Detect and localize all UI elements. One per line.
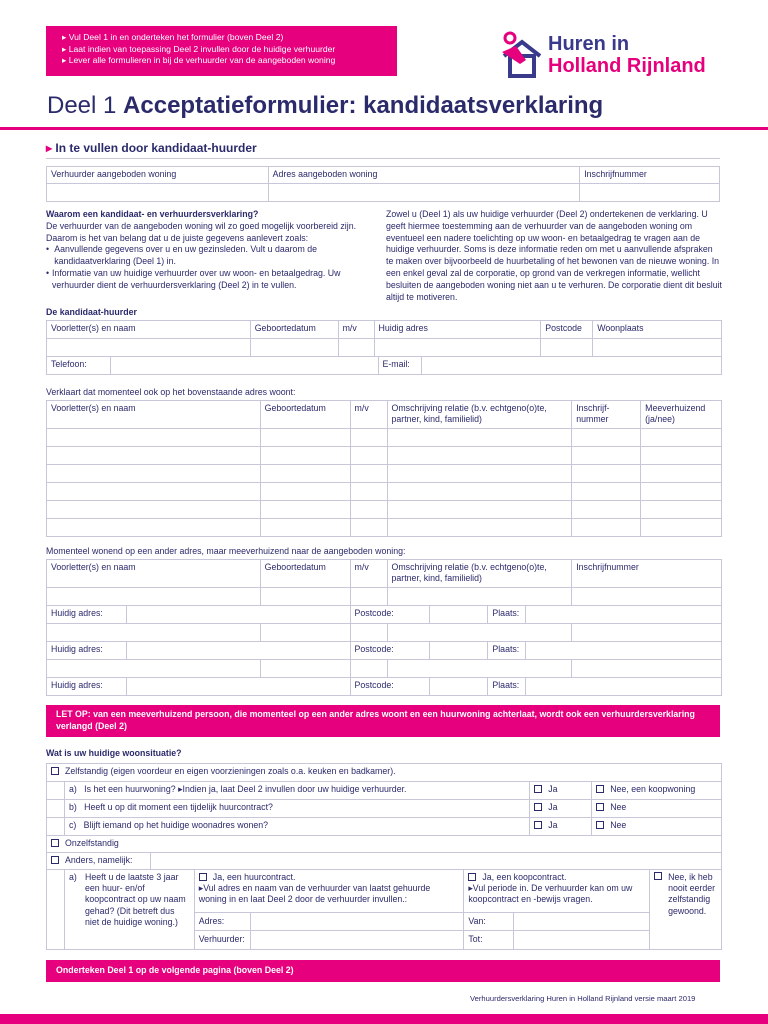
section-divider xyxy=(46,158,720,159)
registration-field[interactable] xyxy=(580,184,720,201)
address-label: Adres: xyxy=(195,913,251,930)
title-prefix: Deel 1 xyxy=(47,92,117,119)
rent-landlord-field[interactable] xyxy=(251,931,464,949)
qb-yes[interactable]: Ja xyxy=(530,800,592,817)
checkbox-icon[interactable] xyxy=(596,821,604,829)
header-sex: m/v xyxy=(339,321,375,338)
qa-no[interactable]: Nee, een koopwoning xyxy=(592,782,722,799)
header-moving: Meeverhuizend (ja/nee) xyxy=(641,401,722,428)
why-bullet-2: Informatie van uw huidige verhuurder over uw woon- en betaalgedrag. Uw verhuurder dient de verhuurdersverklaring (Deel 2) in te vullen. xyxy=(51,267,341,290)
place-label: Plaats: xyxy=(488,606,526,623)
header-current-address: Huidig adres xyxy=(375,321,542,338)
instruction-2: ▸ Laat indien van toepassing Deel 2 invullen door de huidige verhuurder xyxy=(62,43,336,54)
checkbox-icon[interactable] xyxy=(534,821,542,829)
section-heading: ▸ In te vullen door kandidaat-huurder xyxy=(46,141,257,155)
buy-contract[interactable]: Ja, een koopcontract. ▸Vul periode in. De verhuurder kan om uw koopcontract en -bewijs vragen. Van: Tot: xyxy=(464,870,650,949)
header-registration: Inschrijfnummer xyxy=(580,167,720,183)
why-intro: De verhuurder van de aangeboden woning wil zo goed mogelijk voorbereid zijn. Daarom is het van belang dat u de juiste gegevens aanlevert zoals: xyxy=(46,220,357,243)
checkbox-icon[interactable] xyxy=(468,873,476,881)
why-bullet-1: Aanvullende gegevens over u en uw gezinsleden. Vult u daarom de kandidaatverklaring (Deel 1) in. xyxy=(54,244,317,267)
current-address-label: Huidig adres: xyxy=(47,642,127,659)
phone-field[interactable] xyxy=(111,357,379,374)
checkbox-icon[interactable] xyxy=(654,872,662,880)
header-name: Voorletter(s) en naam xyxy=(47,401,261,428)
checkbox-icon[interactable] xyxy=(596,803,604,811)
header-registration: Inschrijfnummer xyxy=(572,560,722,587)
option-independent[interactable]: Zelfstandig (eigen voordeur en eigen voorzieningen zoals o.a. keuken en badkamer). xyxy=(47,764,722,781)
table-row[interactable] xyxy=(47,447,722,465)
header-relation: Omschrijving relatie (b.v. echtgeno(o)te, partner, kind, familielid) xyxy=(388,401,573,428)
table-row[interactable] xyxy=(47,660,722,678)
header-city: Woonplaats xyxy=(593,321,722,338)
page-title xyxy=(47,92,603,120)
logo-line-2: Holland Rijnland xyxy=(548,55,706,77)
bottom-bar xyxy=(0,1014,768,1024)
logo-line-1: Huren in xyxy=(548,33,630,55)
table-row[interactable] xyxy=(47,501,722,519)
candidate-table xyxy=(46,320,722,375)
notice-band: LET OP: van een meeverhuizend persoon, die momenteel op een ander adres woont en een huurwoning achterlaat, wordt ook een verhuurdersverklaring verlangd (Deel 2) xyxy=(46,705,720,737)
header-postcode: Postcode xyxy=(541,321,593,338)
place-label: Plaats: xyxy=(488,642,526,659)
to-field[interactable] xyxy=(514,931,649,949)
qc-yes[interactable]: Ja xyxy=(530,818,592,835)
checkbox-icon[interactable] xyxy=(51,767,59,775)
header-address: Adres aangeboden woning xyxy=(269,167,581,183)
checkbox-icon[interactable] xyxy=(199,873,207,881)
from-label: Van: xyxy=(464,913,514,930)
other-address-intro: Momenteel wonend op een ander adres, maar meeverhuizend naar de aangeboden woning: xyxy=(46,546,406,556)
landlord-field[interactable] xyxy=(47,184,269,201)
checkbox-icon[interactable] xyxy=(534,785,542,793)
address-row[interactable] xyxy=(47,606,722,624)
option-never[interactable]: Nee, ik heb nooit eerder zelfstandig gewoond. xyxy=(650,870,722,949)
header-name: Voorletter(s) en naam xyxy=(47,560,261,587)
checkbox-icon[interactable] xyxy=(596,785,604,793)
option-dependent[interactable]: Onzelfstandig xyxy=(47,836,722,852)
landlord-label: Verhuurder: xyxy=(195,931,251,949)
instruction-3: ▸ Lever alle formulieren in bij de verhuurder van de aangeboden woning xyxy=(62,55,336,66)
email-label: E-mail: xyxy=(379,357,423,374)
table-row[interactable] xyxy=(47,624,722,642)
qa-yes[interactable]: Ja xyxy=(530,782,592,799)
name-field[interactable] xyxy=(47,339,251,356)
other-address-table xyxy=(46,559,722,696)
sign-band: Onderteken Deel 1 op de volgende pagina (boven Deel 2) xyxy=(46,960,720,982)
city-field[interactable] xyxy=(593,339,722,356)
header-birthdate: Geboortedatum xyxy=(261,401,351,428)
address-row[interactable] xyxy=(47,678,722,696)
header-registration: Inschrijf- nummer xyxy=(572,401,641,428)
why-right: Zowel u (Deel 1) als uw huidige verhuurder (Deel 2) ondertekenen de verklaring. U geeft hiermee toestemming aan de verhuurder van de aangeboden woning om eventueel een nadere toelichting op uw woon- en betaalgedrag te vragen aan de huidige verhuurder. Soms is deze informatie reden om met u aanvullende afspraken te maken over bijvoorbeeld de huurbetaling of het bewonen van de nieuwe woning. In een enkel geval zal de corporatie, op grond van de verkregen informatie, wellicht besluiten de aangeboden woning niet aan u te verhuren. De corporatie dient dit besluit altijd te motiveren. xyxy=(386,209,722,302)
qc-no[interactable]: Nee xyxy=(592,818,722,835)
sex-field[interactable] xyxy=(339,339,375,356)
logo-text xyxy=(548,33,706,77)
current-address-field[interactable] xyxy=(375,339,542,356)
email-field[interactable] xyxy=(422,357,722,374)
instruction-1: ▸ Vul Deel 1 in en onderteken het formulier (boven Deel 2) xyxy=(62,32,284,42)
birthdate-field[interactable] xyxy=(251,339,339,356)
address-field[interactable] xyxy=(269,184,581,201)
situation-heading: Wat is uw huidige woonsituatie? xyxy=(46,748,182,758)
rent-address-field[interactable] xyxy=(251,913,464,930)
header-sex: m/v xyxy=(351,401,388,428)
option-other[interactable]: Anders, namelijk: xyxy=(47,853,151,869)
current-address-label: Huidig adres: xyxy=(47,678,127,695)
postcode-label: Postcode: xyxy=(351,606,431,623)
why-heading: Waarom een kandidaat- en verhuurdersverklaring? xyxy=(46,209,259,219)
header-birthdate: Geboortedatum xyxy=(261,560,351,587)
footer-text: Verhuurdersverklaring Huren in Holland Rijnland versie maart 2019 xyxy=(470,994,696,1003)
title-main: Acceptatieformulier: kandidaatsverklaring xyxy=(123,92,604,119)
other-field[interactable] xyxy=(151,853,722,869)
table-row[interactable] xyxy=(47,588,722,606)
table-row[interactable] xyxy=(47,465,722,483)
qb-no[interactable]: Nee xyxy=(592,800,722,817)
candidate-heading: De kandidaat-huurder xyxy=(46,307,137,317)
header-birthdate: Geboortedatum xyxy=(251,321,339,338)
postcode-label: Postcode: xyxy=(351,642,431,659)
from-field[interactable] xyxy=(514,913,649,930)
postcode-field[interactable] xyxy=(541,339,593,356)
table-row[interactable] xyxy=(47,519,722,537)
current-address-label: Huidig adres: xyxy=(47,606,127,623)
same-address-table xyxy=(46,400,722,537)
why-left: Waarom een kandidaat- en verhuurdersverklaring? De verhuurder van de aangeboden woning wil zo goed mogelijk voorbereid zijn. Daarom is het van belang dat u de juiste gegevens aanlevert zoals: • Aanvullende gegevens over u en uw gezinsleden. Vult u daarom de kandidaatverklaring (Deel 1) in. • Informatie van uw huidige verhuurder over uw woon- en betaalgedrag. Uw verhuurder dient de verhuurdersverklaring (Deel 2) in te vullen. xyxy=(46,209,372,292)
table-row[interactable] xyxy=(47,483,722,501)
situation-table: Zelfstandig (eigen voordeur en eigen voorzieningen zoals o.a. keuken en badkamer). a) Is het een huurwoning? ▸Indien ja, laat Deel 2 invullen door uw huidige verhuurder. Ja Nee, een koopwoning b) Heeft u op dit moment een tijdelijk huurcontract? Ja Nee c) Blijft iemand op het huidige woonadres wonen? Ja Nee Onzelfstandig Anders, namelijk: a) Heeft u de laatste 3 jaar een huur- en/of koopcontract op uw naam gehad? (Dit betreft dus niet de huidige woning.) Ja, een huurcontract. ▸Vul adres en naam van de verhuurder van laatst gehuurde woning in en laat Deel 2 door de verhuurder invullen.: Adres: Verhuurder: Ja, een koopcontract. ▸Vul periode in. De verhuurder kan om uw koopcontract en -bewijs vragen. Van: Tot: Nee, ik heb nooit eerder zelfstandig gewoond. xyxy=(46,763,722,950)
header-name: Voorletter(s) en naam xyxy=(47,321,251,338)
checkbox-icon[interactable] xyxy=(51,839,59,847)
title-divider xyxy=(0,127,768,130)
to-label: Tot: xyxy=(464,931,514,949)
rent-contract[interactable]: Ja, een huurcontract. ▸Vul adres en naam van de verhuurder van laatst gehuurde woning in en laat Deel 2 door de verhuurder invullen.: Adres: Verhuurder: xyxy=(195,870,465,949)
same-address-intro: Verklaart dat momenteel ook op het bovenstaande adres woont: xyxy=(46,387,296,397)
checkbox-icon[interactable] xyxy=(534,803,542,811)
checkbox-icon[interactable] xyxy=(51,856,59,864)
postcode-label: Postcode: xyxy=(351,678,431,695)
offered-home-table xyxy=(46,166,720,202)
table-row[interactable] xyxy=(47,429,722,447)
header-relation: Omschrijving relatie (b.v. echtgeno(o)te, partner, kind, familielid) xyxy=(388,560,573,587)
header-sex: m/v xyxy=(351,560,388,587)
place-label: Plaats: xyxy=(488,678,526,695)
address-row[interactable] xyxy=(47,642,722,660)
header-landlord: Verhuurder aangeboden woning xyxy=(47,167,269,183)
phone-label: Telefoon: xyxy=(47,357,111,374)
instruction-box xyxy=(46,26,397,76)
